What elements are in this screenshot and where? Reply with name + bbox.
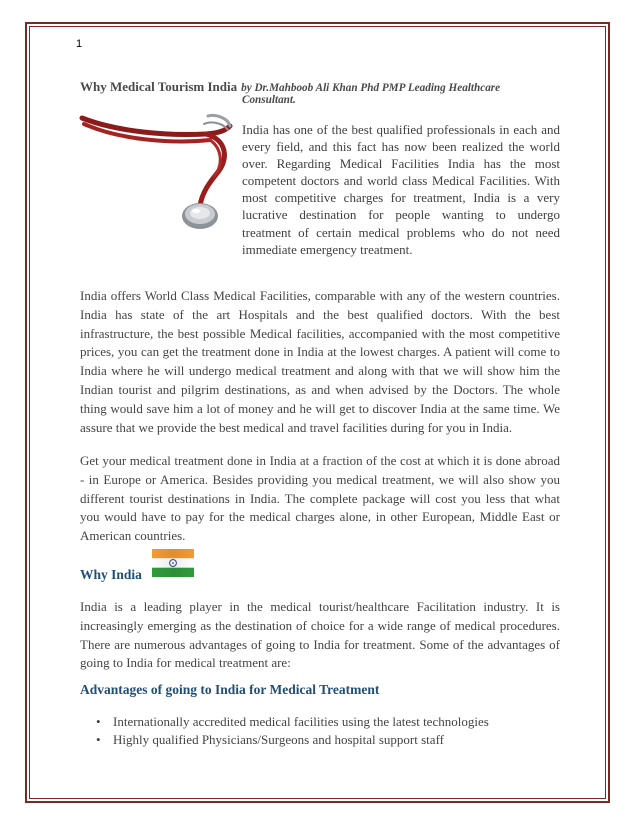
stethoscope-chestpiece	[182, 203, 218, 229]
page-number: 1	[76, 38, 83, 50]
list-item	[96, 731, 566, 749]
heading-why-india: Why India	[80, 567, 142, 582]
india-flag-image	[150, 547, 196, 579]
author-byline-continued: Consultant.	[242, 94, 296, 106]
heading-advantages: Advantages of going to India for Medical Treatment	[80, 682, 380, 697]
list-item-text: Internationally accredited medical facilities using the latest technologies	[113, 714, 489, 729]
stethoscope-image	[78, 110, 234, 232]
bullet-icon: •	[96, 732, 101, 747]
list-item-text: Highly qualified Physicians/Surgeons and hospital support staff	[113, 732, 444, 747]
author-byline: by Dr.Mahboob Ali Khan Phd PMP Leading Healthcare	[241, 82, 501, 94]
body-paragraph-1: India offers World Class Medical Facilities, comparable with any of the western countries. India has state of the art Hospitals and the best qualified doctors. With the best infrastructure, the best possible Medical facilities, accompanied with the most competitive prices, you can get the treatment done in India at the lowest charges. A patient will come to India where he will undergo medical treatment and along with that we will show him the Indian tourist and pilgrim destinations, as and when advised by the Doctors. The whole thing would save him a lot of money and he will get to discover India at the same time. We assure that we provide the best medical and travel facilities during for you in India.	[80, 288, 560, 435]
bullet-icon: •	[96, 714, 101, 729]
stethoscope-tubing	[82, 115, 230, 206]
body-paragraph-3: India is a leading player in the medical tourist/healthcare Facilitation industry. It is increasingly emerging as the destination of choice for a wide range of medical procedures. There are numerous advantages of going to India for treatment. Some of the advantages of going to India for medical treatment are:	[80, 599, 560, 671]
advantages-list	[96, 713, 566, 749]
title-line	[80, 78, 560, 96]
page-title: Why Medical Tourism India	[80, 79, 238, 94]
body-paragraph-2: Get your medical treatment done in India at a fraction of the cost at which it is done abroad - in Europe or America. Besides providing you medical treatment, we will also show you different tourist destinations in India. The complete package will cost you less that what you would have to pay for the medical charges alone, in other European, Middle East or American countries.	[80, 453, 560, 544]
intro-paragraph: India has one of the best qualified professionals in each and every field, and this fact has now been realized the world over. Regarding Medical Facilities India has the most competent doctors and world class Medical Facilities. With most competitive charges for treatment, India is a very lucrative destination for people wanting to undergo treatment of certain medical problems who do not need immediate emergency treatment.	[242, 122, 560, 257]
list-item	[96, 713, 566, 731]
